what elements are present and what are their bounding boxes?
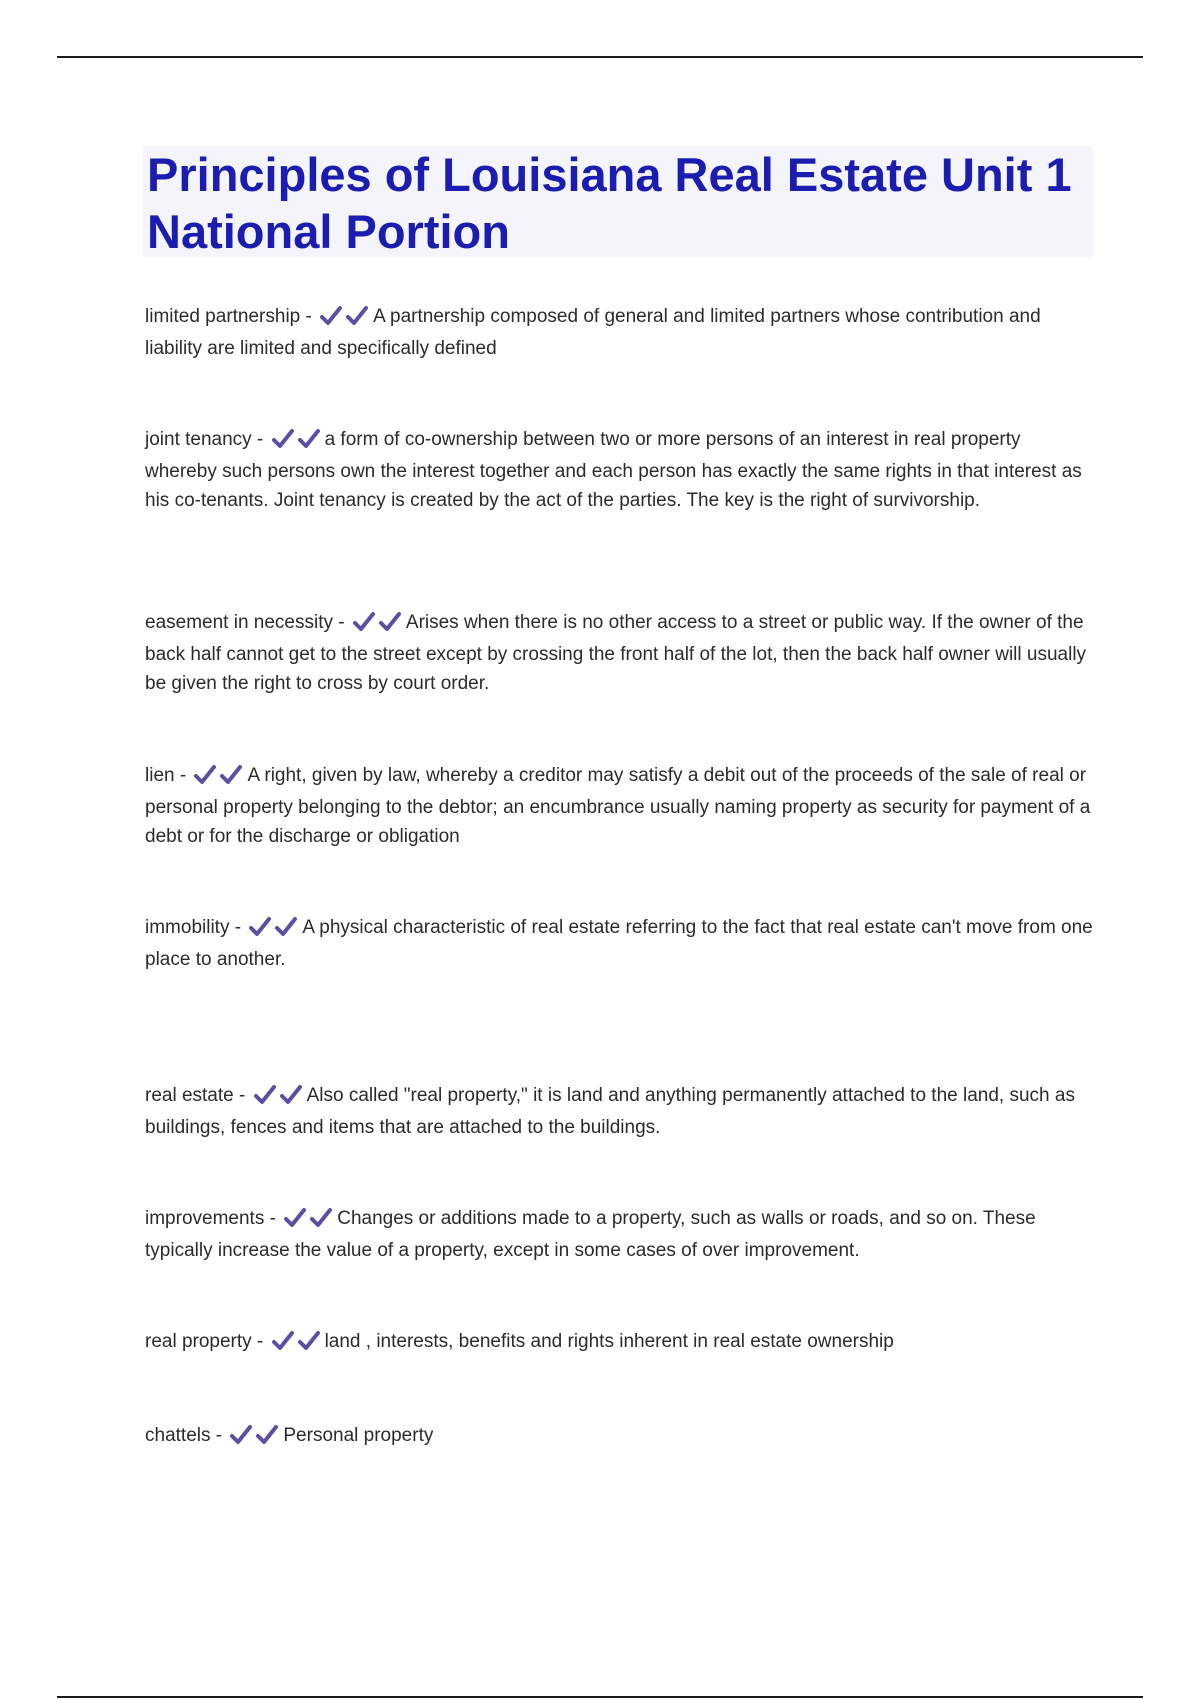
check-icon (253, 1084, 279, 1106)
definition: A partnership composed of general and limited partners whose contribution and liability are limited and specifically defined (145, 306, 1041, 359)
double-check-icon (319, 305, 371, 334)
definition: Arises when there is no other access to a street or public way. If the owner of the back half cannot get to the street except by crossing the front half of the lot, then the back half owner will usually be given the right to cross by court order. (145, 612, 1087, 694)
separator: - (300, 306, 318, 327)
check-icon (283, 1207, 309, 1229)
term: immobility (145, 917, 230, 938)
double-check-icon (283, 1207, 335, 1236)
term: improvements (145, 1208, 265, 1229)
list-item (145, 913, 1095, 974)
list-item (145, 1421, 1095, 1453)
check-icon (297, 428, 323, 450)
check-icon (271, 428, 297, 450)
double-check-icon (352, 611, 404, 640)
double-check-icon (253, 1084, 305, 1113)
term: real property (145, 1331, 252, 1352)
top-rule (57, 56, 1143, 58)
bottom-rule (57, 1696, 1143, 1698)
check-icon (319, 305, 345, 327)
term: limited partnership (145, 306, 301, 327)
separator: - (251, 1331, 269, 1352)
separator: - (174, 765, 192, 786)
separator: - (210, 1425, 228, 1446)
check-icon (274, 916, 300, 938)
page-title: Principles of Louisiana Real Estate Unit 1 National Portion (147, 148, 1072, 258)
list-item (145, 1327, 1095, 1359)
term: joint tenancy (145, 429, 252, 450)
check-icon (193, 764, 219, 786)
list-item (145, 425, 1095, 515)
double-check-icon (193, 764, 245, 793)
check-icon (297, 1330, 323, 1352)
term: lien (145, 765, 175, 786)
list-item (145, 761, 1095, 851)
check-icon (279, 1084, 305, 1106)
term: chattels (145, 1425, 211, 1446)
list-item (145, 608, 1095, 698)
title-box (143, 146, 1093, 257)
double-check-icon (248, 916, 300, 945)
definition: A right, given by law, whereby a creditor may satisfy a debit out of the proceeds of the sale of real or personal property belonging to the debtor; an encumbrance usually naming property as security for payment of a debt or for the discharge or obligation (145, 765, 1091, 847)
term: real estate (145, 1085, 234, 1106)
separator: - (251, 429, 269, 450)
definition: land , interests, benefits and rights inherent in real estate ownership (324, 1331, 894, 1352)
double-check-icon (271, 1330, 323, 1359)
definition: a form of co-ownership between two or more persons of an interest in real property whereby such persons own the interest together and each person has exactly the same rights in that interest as his co-tenants. Joint tenancy is created by the act of the parties. The key is the right of survivorship. (145, 429, 1082, 511)
definition: Personal property (283, 1425, 434, 1446)
check-icon (345, 305, 371, 327)
check-icon (352, 611, 378, 633)
term: easement in necessity (145, 612, 333, 633)
definition: Changes or additions made to a property, such as walls or roads, and so on. These typically increase the value of a property, except in some cases of over improvement. (145, 1208, 1036, 1261)
check-icon (248, 916, 274, 938)
list-item (145, 1081, 1095, 1142)
list-item (145, 1204, 1095, 1265)
double-check-icon (229, 1424, 281, 1453)
separator: - (229, 917, 247, 938)
separator: - (333, 612, 350, 633)
separator: - (264, 1208, 282, 1229)
check-icon (255, 1424, 281, 1446)
check-icon (219, 764, 245, 786)
double-check-icon (271, 428, 323, 457)
check-icon (229, 1424, 255, 1446)
check-icon (378, 611, 404, 633)
definition: Also called "real property," it is land and anything permanently attached to the land, such as buildings, fences and items that are attached to the buildings. (145, 1085, 1075, 1138)
list-item (145, 302, 1095, 363)
check-icon (309, 1207, 335, 1229)
definition: A physical characteristic of real estate referring to the fact that real estate can't move from one place to another. (145, 917, 1093, 970)
check-icon (271, 1330, 297, 1352)
separator: - (233, 1085, 251, 1106)
